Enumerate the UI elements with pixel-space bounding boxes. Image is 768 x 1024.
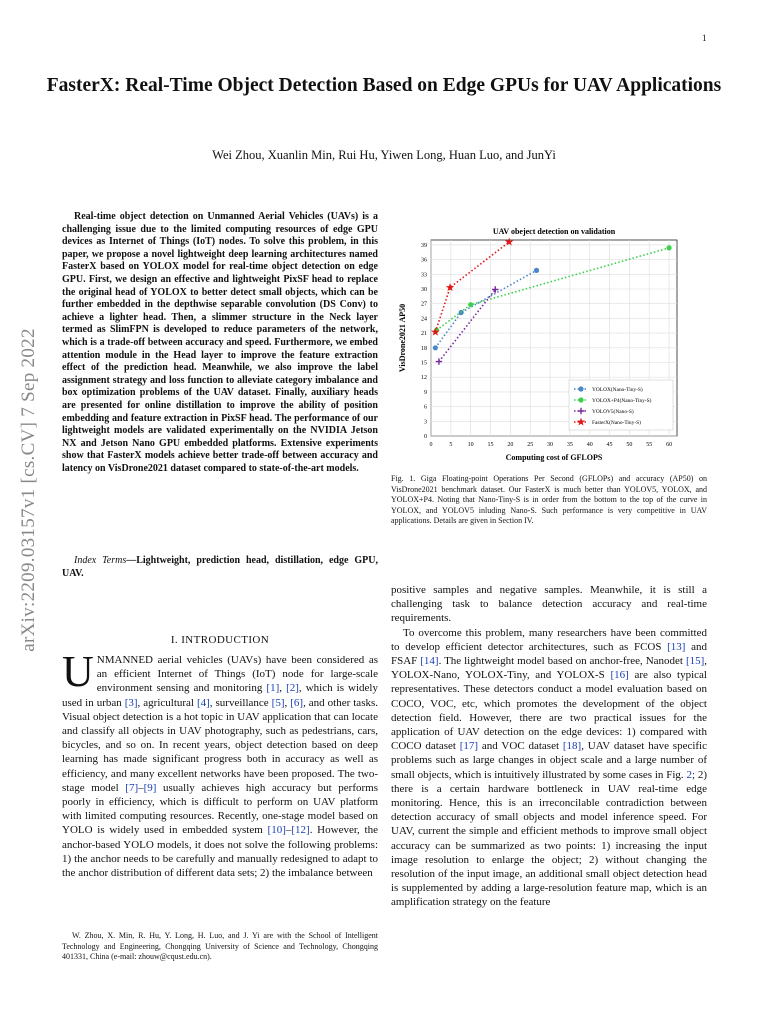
right-paragraph-2 bbox=[391, 626, 707, 910]
legend-label: FasterX(Nano-Tiny-S) bbox=[592, 420, 641, 426]
y-tick-label: 0 bbox=[424, 434, 427, 440]
page-number: 1 bbox=[702, 33, 707, 43]
intro-text: usually achieves high accuracy but performs poorly in efficiency, which is difficult to perform on UAV platform with limited computing resources. Recently, one-stage model based on YOLO is widely used in embedded system bbox=[62, 781, 378, 837]
body-text: To overcome this problem, many researchers have been committed to develop efficient detector architectures, such as FCOS bbox=[391, 626, 707, 653]
section-heading: I. INTRODUCTION bbox=[170, 634, 270, 646]
data-point bbox=[468, 302, 473, 307]
citation-link[interactable]: [5] bbox=[271, 696, 285, 709]
legend-label: YOLOX+P4(Nano-Tiny-S) bbox=[592, 398, 652, 404]
intro-text: , and other tasks. Visual object detection is a hot topic in UAV application that can locate and classify all objects in UAV photography, such as pedestrians, cars, bicycles, and so on. In recent years, object detection based on deep learning has made significant progress both in accuracy as well as efficiency, and many excellent networks have been proposed. The two-stage model bbox=[62, 696, 378, 794]
body-text: , UAV dataset have specific problems such as large changes in object scale and a large number of small objects, which is intuitively illustrated by some cases in Fig. bbox=[391, 740, 707, 781]
citation-link[interactable]: [7] bbox=[125, 781, 139, 794]
citation-link[interactable]: [18] bbox=[562, 740, 582, 753]
y-tick-label: 15 bbox=[421, 360, 427, 367]
y-tick-label: 18 bbox=[421, 345, 427, 352]
ap50-gflops-chart bbox=[391, 220, 707, 470]
intro-column-left: UNMANNED aerial vehicles (UAVs) have been considered as an efficient Internet of Things (IoT) node for large-scale environment sensing and monitoring [1], [2], which is widely used in urban [3], agricultural [4], surveillance [5], [6], and other tasks. Visual object detection is a hot topic in UAV application that can locate and classify all objects in UAV photography, such as pedestrians, cars, bicycles, and so on. In recent years, object detection based on deep learning has made significant progress both in accuracy as well as efficiency, and many excellent networks have been proposed. The two-stage model [7]–[9] usually achieves high accuracy but performs poorly in efficiency, which is difficult to perform on UAV platform with limited computing resources. Recently, one-stage model based on YOLO is widely used in embedded system [10]–[12]. However, the anchor-based YOLO models, it does not solve the following problems: 1) the anchor needs to be carefully and manually redesigned to adapt to the anchor distribution of different data sets; 2) the imbalance between bbox=[62, 647, 378, 880]
index-terms-label: Index Terms bbox=[74, 555, 127, 566]
x-tick-label: 60 bbox=[666, 442, 673, 448]
citation-link[interactable]: [13] bbox=[667, 640, 686, 653]
y-tick-label: 9 bbox=[424, 389, 427, 396]
citation-link[interactable]: [9] bbox=[143, 781, 157, 794]
legend-label: YOLOV5(Nano-S) bbox=[592, 409, 634, 415]
intro-text: , agricultural bbox=[137, 696, 197, 709]
y-tick-label: 12 bbox=[421, 375, 427, 382]
y-axis-label: VisDrone2021 AP50 bbox=[398, 303, 407, 373]
x-tick-label: 40 bbox=[586, 442, 593, 448]
author-list: Wei Zhou, Xuanlin Min, Rui Hu, Yiwen Long, Huan Luo, and JunYi bbox=[212, 148, 556, 162]
footnote bbox=[62, 931, 378, 963]
intro-text: aerial vehicles (UAVs) have been considered as an efficient Internet of Things (IoT) node for large-scale environment sensing and monitoring bbox=[96, 654, 378, 695]
y-tick-label: 39 bbox=[421, 242, 427, 249]
body-text: and VOC dataset bbox=[478, 740, 563, 753]
body-text: , YOLOX-Nano, YOLOX-Tiny, and YOLOX-S bbox=[391, 655, 708, 682]
abstract bbox=[62, 211, 378, 475]
x-tick-label: 25 bbox=[527, 442, 534, 448]
citation-link[interactable]: [17] bbox=[459, 740, 479, 753]
x-tick-label: 0 bbox=[429, 442, 433, 448]
citation-link[interactable]: [4] bbox=[196, 696, 210, 709]
x-tick-label: 30 bbox=[547, 442, 554, 448]
y-tick-label: 30 bbox=[421, 287, 427, 293]
x-tick-label: 5 bbox=[449, 442, 453, 448]
y-tick-label: 6 bbox=[424, 404, 427, 411]
data-point bbox=[433, 345, 438, 350]
y-tick-label: 36 bbox=[421, 257, 427, 264]
citation-link[interactable]: [12] bbox=[291, 824, 310, 837]
citation-link[interactable]: [10] bbox=[267, 824, 286, 837]
x-tick-label: 50 bbox=[626, 442, 633, 448]
legend-label: YOLOX(Nano-Tiny-S) bbox=[592, 387, 643, 393]
x-axis-label: Computing cost of GFLOPS bbox=[505, 453, 603, 462]
x-tick-label: 15 bbox=[487, 442, 494, 448]
arxiv-id: arXiv:2209.03157v1 [cs.CV] 7 Sep 2022 bbox=[18, 328, 39, 652]
legend-marker bbox=[578, 397, 583, 402]
intro-column-right bbox=[391, 583, 707, 910]
abstract-text: Real-time object detection on Unmanned Aerial Vehicles (UAVs) is a challenging issue due to the limited computing resources of edge GPU devices as Internet of Things (IoT) nodes. To solve this problem, in this paper, we propose a novel lightweight deep learning architectures named FasterX based on YOLOX model for real-time object detection on edge GPU. First, we design an effective and lightweight PixSF head to replace the original head of YOLOX to better detect small objects, which can be further embedded in the depthwise separable convolution (DS Conv) to achieve a lighter head. Then, a slimmer structure in the Neck layer termed as SlimFPN is developed to reduce parameters of the network, which is a trade-off between accuracy and speed. Furthermore, we embed attention module in the Head layer to improve the feature extraction effect of the prediction head. Meanwhile, we also improve the label assignment strategy and loss function to alleviate category imbalance and box optimization problems of the UAV dataset. Finally, auxiliary heads are presented for online distillation to improve the ability of position embedding and feature extraction in PixSF head. The performance of our lightweight models are validated experimentally on the NVIDIA Jetson NX and Jetson Nano GPU embedded platforms. Extensive experiments show that FasterX models achieve better trade-off between accuracy and latency on VisDrone2021 dataset compared to state-of-the-art models. bbox=[62, 211, 378, 474]
body-text: . The lightweight model based on anchor-free, Nanodet bbox=[438, 655, 686, 668]
figure-link[interactable]: 2 bbox=[686, 768, 692, 781]
y-tick-label: 33 bbox=[421, 272, 427, 279]
affiliation-footnote: W. Zhou, X. Min, R. Hu, Y. Long, H. Luo, and J. Yi are with the School of Intelligent Technology and Engineering, Chongqing University of Science and Technology, Chongqing 401331, China (e-mail: zhouw@cqust.edu.cn). bbox=[62, 931, 378, 962]
paper-title: FasterX: Real-Time Object Detection Based on Edge GPUs for UAV Applications bbox=[46, 75, 722, 96]
x-tick-label: 20 bbox=[507, 442, 514, 448]
intro-text: , which is widely used in urban bbox=[62, 682, 378, 709]
chart-title: UAV obeject detection on validation bbox=[492, 227, 616, 236]
intro-text: . However, the anchor-based YOLO models, it does not solve the following problems: 1) the anchor needs to be carefully and manually redesigned to adapt to the anchor distribution of different data sets; 2) the imbalance between bbox=[62, 824, 378, 880]
y-tick-label: 21 bbox=[421, 331, 427, 338]
body-text: ; 2) there is a certain hardware bottleneck in UAV real-time edge monitoring. Hence, this is an irreconcilable contradiction between detection accuracy of small objects and model inference speed. For UAV, current the simple and efficient methods to improve small object accuracy can be summarized as two points: 1) increasing the input image resolution to enlarge the object; 2) without changing the resolution of the input image, an additional small object detection head is supplemented by adding a large-resolution feature map, which is an amplification strategy on the feature bbox=[391, 768, 707, 909]
data-point bbox=[666, 245, 671, 250]
figure-caption bbox=[391, 474, 707, 527]
citation-link[interactable]: [15] bbox=[685, 655, 705, 668]
citation-link[interactable]: [3] bbox=[124, 696, 138, 709]
arxiv-watermark bbox=[12, 280, 46, 700]
intro-text: , surveillance bbox=[209, 696, 272, 709]
x-tick-label: 45 bbox=[606, 442, 613, 448]
right-paragraph-1: positive samples and negative samples. Meanwhile, it is still a challenging task to balance detection accuracy and real-time requirements. bbox=[391, 584, 707, 625]
data-point bbox=[534, 268, 539, 273]
x-tick-label: 55 bbox=[646, 442, 653, 448]
dropcap: U bbox=[62, 647, 94, 696]
citation-link[interactable]: [6] bbox=[290, 696, 304, 709]
body-text: are also typical representatives. These detectors conduct a model evaluation based on COCO, VOC, etc, which promotes the development of the object detection field. However, there are two practical issues for the application of UAV detection on the edge devices: 1) compared with COCO dataset bbox=[391, 669, 707, 753]
x-tick-label: 35 bbox=[566, 442, 573, 448]
citation-link[interactable]: [14] bbox=[420, 655, 439, 668]
y-tick-label: 3 bbox=[424, 419, 427, 426]
citation-link[interactable]: [16] bbox=[610, 669, 629, 682]
legend-marker bbox=[578, 386, 583, 391]
citation-link[interactable]: [1] bbox=[266, 682, 280, 695]
y-tick-label: 27 bbox=[421, 301, 427, 308]
y-tick-label: 24 bbox=[421, 316, 427, 323]
index-terms bbox=[62, 555, 378, 580]
index-terms-text: —Lightweight, prediction head, distillation, edge GPU, UAV. bbox=[62, 555, 378, 579]
intro-first-word: NMANNED bbox=[96, 654, 154, 666]
body-text: and FSAF bbox=[391, 640, 707, 668]
caption-text: Fig. 1. Giga Floating-point Operations Per Second (GFLOPs) and accuracy (AP50) on VisDrone2021 benchmark dataset. Our FasterX is much better than YOLOV5, YOLOX, and YOLOX+P4. Noting that Nano-Tiny-S is in order from the bottom to the top of the curve in YOLOX, and YOLOV5 inluding Nano-S. Such performance is very competitive in UAV applications. Details are given in Section IV. bbox=[391, 474, 707, 526]
figure-1 bbox=[391, 220, 707, 470]
citation-link[interactable]: [2] bbox=[286, 682, 299, 695]
x-tick-label: 10 bbox=[467, 442, 474, 448]
